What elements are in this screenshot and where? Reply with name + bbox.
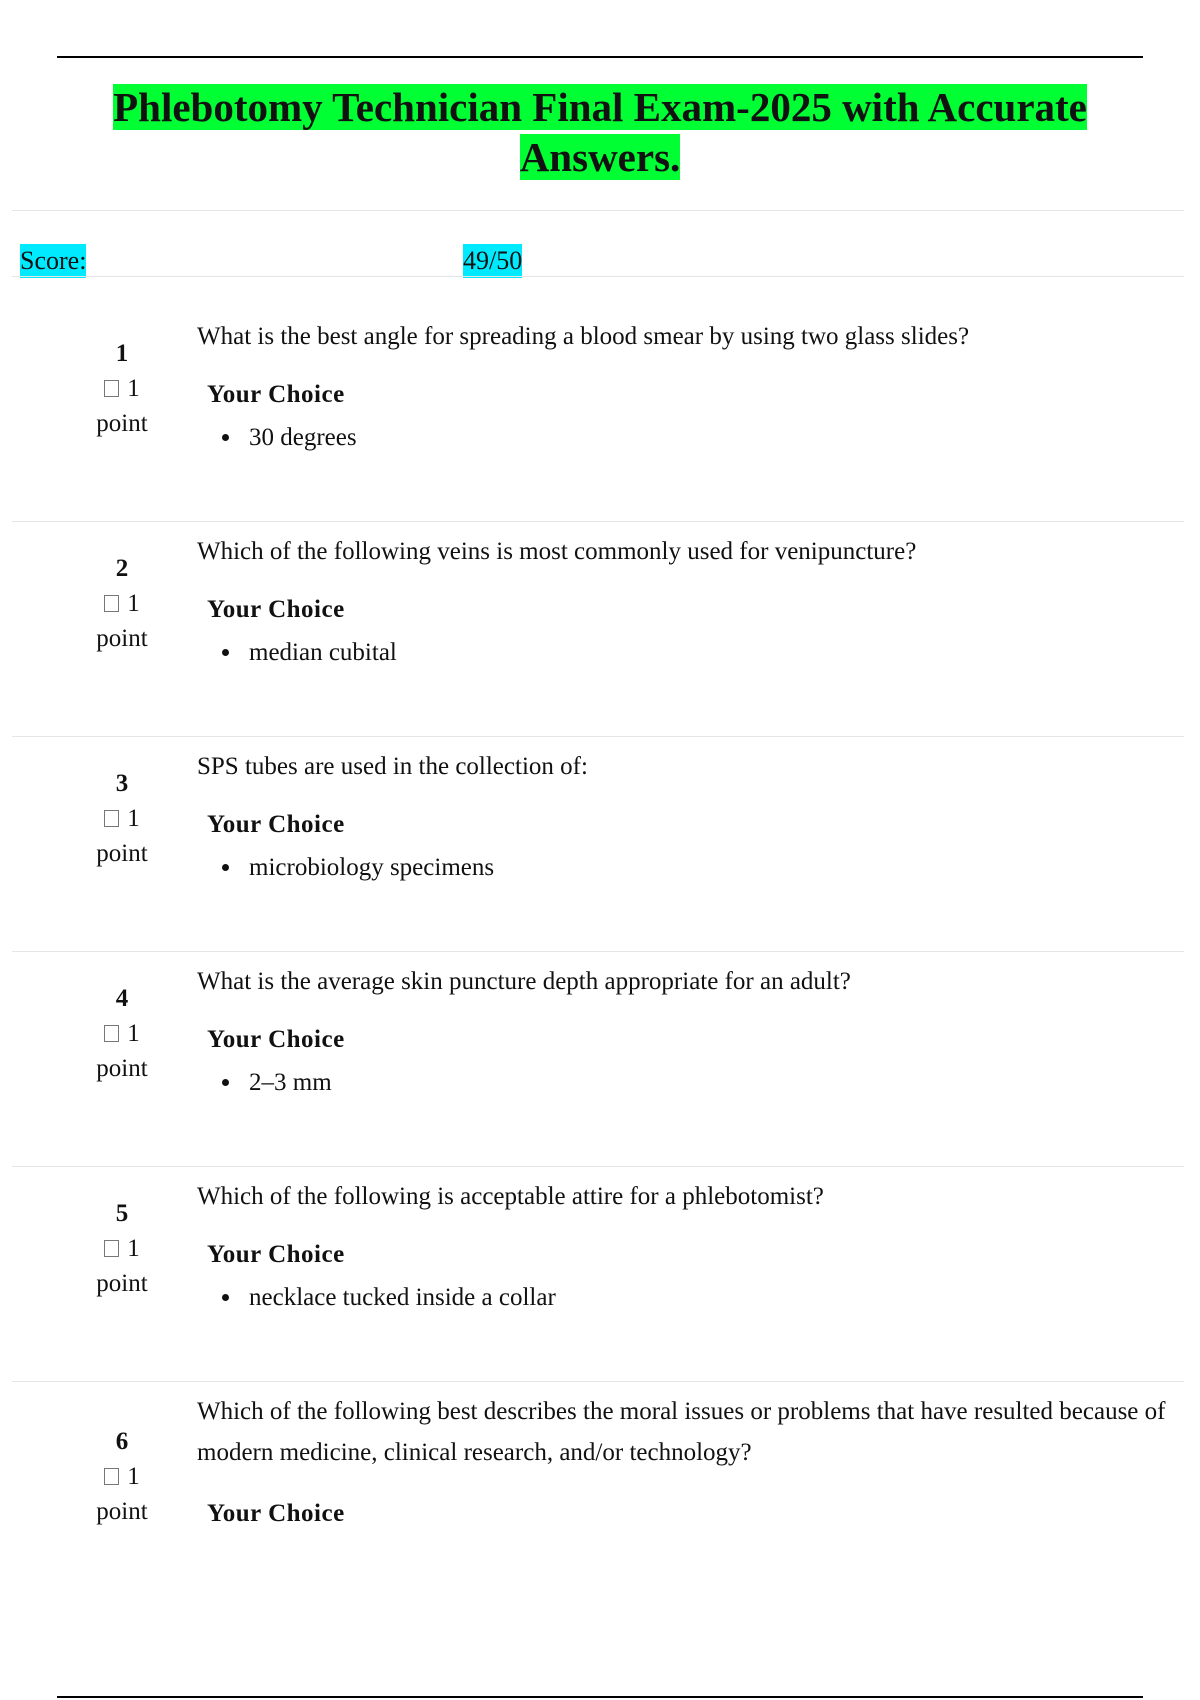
points-unit: point (96, 1498, 148, 1525)
points-unit: point (96, 1270, 148, 1297)
score-row (20, 244, 1180, 278)
checkbox-icon (104, 1240, 119, 1257)
divider (12, 1381, 1184, 1382)
checkbox-icon (104, 1468, 119, 1485)
points-unit: point (96, 625, 148, 652)
your-choice-label: Your Choice (207, 811, 345, 838)
points-line (80, 801, 164, 836)
question-item-2 (12, 527, 1184, 737)
bullet-icon (222, 1294, 229, 1301)
question-number: 5 (115, 1200, 129, 1227)
selected-answer (222, 1282, 556, 1314)
selected-answer (222, 1067, 332, 1099)
question-meta (80, 981, 164, 1086)
points-unit: point (96, 1055, 148, 1082)
divider (12, 276, 1184, 277)
question-meta (80, 1424, 164, 1529)
selected-answer (222, 637, 397, 669)
question-number: 1 (115, 340, 129, 367)
points-line (80, 586, 164, 621)
points-line (80, 1459, 164, 1494)
your-choice-label: Your Choice (207, 596, 345, 623)
question-item-4 (12, 957, 1184, 1167)
points-unit: point (96, 840, 148, 867)
points-value: 1 (127, 375, 140, 402)
question-text: Which of the following veins is most commonly used for venipuncture? (197, 538, 917, 565)
question-number: 6 (115, 1428, 129, 1455)
answer-text: necklace tucked inside a collar (249, 1284, 556, 1311)
selected-answer (222, 852, 494, 884)
question-item-1 (12, 312, 1184, 522)
question-meta (80, 336, 164, 441)
score-value: 49/50 (463, 244, 522, 278)
question-number: 2 (115, 555, 129, 582)
points-value: 1 (127, 805, 140, 832)
score-label: Score: (20, 244, 86, 278)
question-item-3 (12, 742, 1184, 952)
points-value: 1 (127, 1463, 140, 1490)
points-value: 1 (127, 1235, 140, 1262)
points-unit: point (96, 410, 148, 437)
question-text: Which of the following is acceptable attire for a phlebotomist? (197, 1183, 824, 1210)
checkbox-icon (104, 810, 119, 827)
divider (12, 210, 1184, 211)
divider (12, 736, 1184, 737)
your-choice-label: Your Choice (207, 381, 345, 408)
question-text: What is the best angle for spreading a blood smear by using two glass slides? (197, 323, 970, 350)
page-title-text: Phlebotomy Technician Final Exam-2025 with Accurate Answers. (113, 84, 1087, 180)
your-choice-label: Your Choice (207, 1026, 345, 1053)
answer-text: microbiology specimens (249, 854, 495, 881)
points-line (80, 371, 164, 406)
question-number: 3 (115, 770, 129, 797)
points-line (80, 1231, 164, 1266)
answer-text: median cubital (249, 639, 397, 666)
question-text: Which of the following best describes the moral issues or problems that have resulted because of modern medicine, clinical research, and/or technology? (197, 1398, 1166, 1466)
bullet-icon (222, 649, 229, 656)
question-text: What is the average skin puncture depth appropriate for an adult? (197, 968, 851, 995)
question-number: 4 (115, 985, 129, 1012)
points-line (80, 1016, 164, 1051)
answer-text: 2–3 mm (249, 1069, 332, 1096)
answer-text: 30 degrees (249, 424, 357, 451)
divider (12, 521, 1184, 522)
question-item-6 (12, 1387, 1184, 1647)
bullet-icon (222, 434, 229, 441)
question-text: SPS tubes are used in the collection of: (197, 753, 588, 780)
points-value: 1 (127, 1020, 140, 1047)
divider (12, 951, 1184, 952)
question-meta (80, 551, 164, 656)
bottom-rule (57, 1696, 1143, 1698)
page-title (57, 82, 1143, 182)
your-choice-label: Your Choice (207, 1500, 345, 1527)
bullet-icon (222, 864, 229, 871)
bullet-icon (222, 1079, 229, 1086)
divider (12, 1166, 1184, 1167)
your-choice-label: Your Choice (207, 1241, 345, 1268)
question-item-5 (12, 1172, 1184, 1382)
top-rule (57, 56, 1143, 58)
question-meta (80, 1196, 164, 1301)
question-meta (80, 766, 164, 871)
selected-answer (222, 422, 357, 454)
checkbox-icon (104, 1025, 119, 1042)
points-value: 1 (127, 590, 140, 617)
checkbox-icon (104, 380, 119, 397)
checkbox-icon (104, 595, 119, 612)
